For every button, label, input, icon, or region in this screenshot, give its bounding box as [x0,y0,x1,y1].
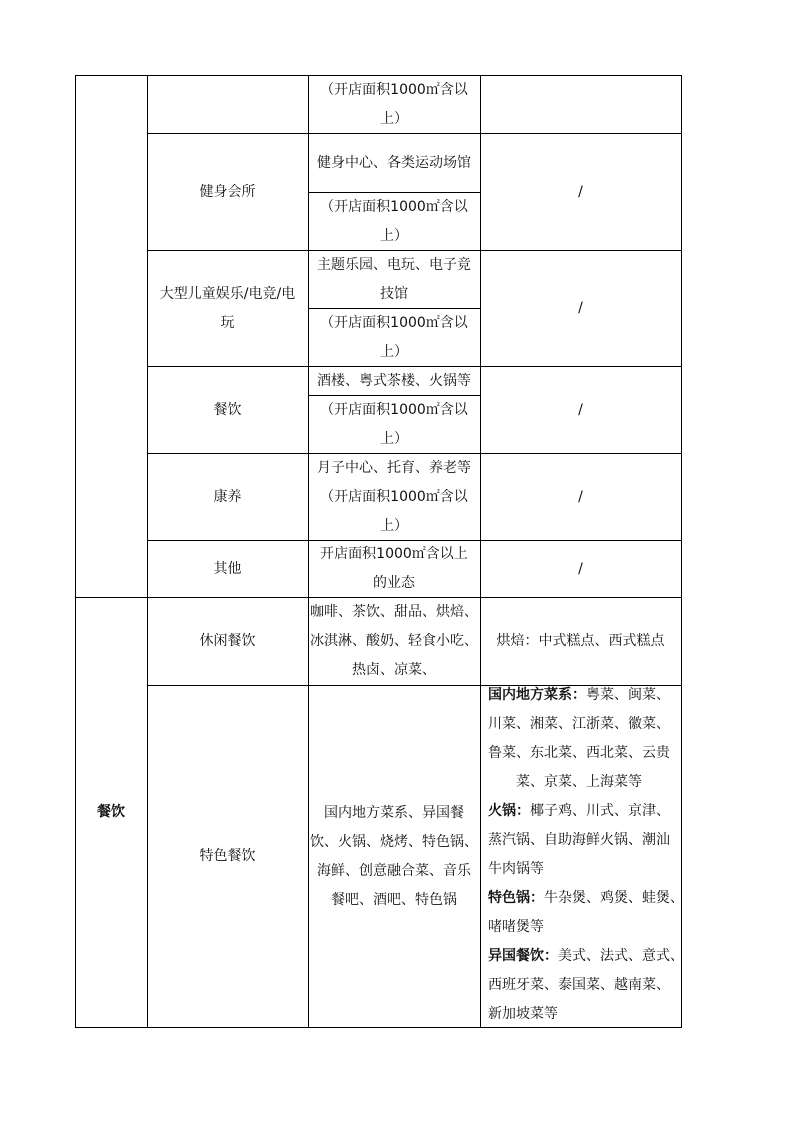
row1-description-bottom [308,193,480,250]
row1-description-top-line1: 健身中心、各类运动场馆 [317,154,471,171]
row0-description-line2: 上） [380,110,408,127]
row4-description-line2: （开店面积1000㎡含以 [320,488,468,505]
casual-brands [480,598,681,685]
casual-description [308,598,480,685]
row3-description-bottom-line2: 上） [380,430,408,447]
row4-subcategory-text: 康养 [213,488,242,505]
specialty-description-line4: 餐吧、酒吧、特色锅 [331,891,457,908]
special-pot-label: 特色锅： [488,890,544,906]
row4-brands [480,454,681,540]
hotpot-text1: 椰子鸡、川式、京津、 [530,803,670,819]
local-cuisine-line1 [484,681,682,710]
row1-brands [480,134,681,250]
specialty-description-line3: 海鲜、创意融合菜、音乐 [317,862,471,879]
row3-description-top [308,367,480,395]
hotpot-line2: 蒸汽锅、自助海鲜火锅、潮汕 [488,832,670,848]
dining-category [75,598,147,1027]
row3-subcategory [147,367,308,453]
local-cuisine-line2: 川菜、湘菜、江浙菜、徽菜、 [488,716,670,732]
row2-brands [480,251,681,366]
casual-subcategory [147,598,308,685]
row3-description-bottom-line1: （开店面积1000㎡含以 [320,401,468,418]
row2-description-top-line1: 主题乐园、电玩、电子竞 [317,256,471,273]
casual-description-line1: 咖啡、茶饮、甜品、烘焙、 [310,604,478,620]
row2-description-bottom-line2: 上） [380,343,408,360]
row1-brands-text: / [578,183,583,200]
row5-description-line1: 开店面积1000㎡含以上 [320,546,468,562]
row5-description [308,541,480,597]
row3-description-bottom [308,396,480,453]
row3-description-top-line1: 酒楼、粤式茶楼、火锅等 [317,372,471,389]
row5-subcategory-text: 其他 [213,560,242,577]
hotpot-line3: 牛肉锅等 [488,861,544,877]
row1-description-bottom-line2: 上） [380,227,408,244]
row4-subcategory [147,454,308,540]
special-pot-text1: 牛杂煲、鸡煲、蛙煲、 [544,890,684,906]
row0-description [308,76,480,133]
row3-brands [480,367,681,453]
row1-description-top [308,134,480,192]
local-cuisine-text1: 粤菜、闽菜、 [586,687,670,703]
casual-brands-text: 烘焙：中式糕点、西式糕点 [496,633,665,649]
row2-description-top-line2: 技馆 [380,285,408,302]
casual-description-line3: 热卤、凉菜、 [352,662,436,678]
row5-brands-text: / [578,560,583,577]
row5-subcategory [147,541,308,597]
local-cuisine-line4: 菜、京菜、上海菜等 [516,774,642,790]
specialty-subcategory-text: 特色餐饮 [199,848,256,864]
foreign-cuisine-text1: 美式、法式、意式、 [558,948,684,964]
casual-subcategory-text: 休闲餐饮 [199,633,256,649]
row2-subcategory [147,251,308,366]
row2-description-bottom-line1: （开店面积1000㎡含以 [320,314,468,331]
row1-subcategory-text: 健身会所 [199,183,256,200]
specialty-description-line1: 国内地方菜系、异国餐 [324,804,464,821]
row2-description-bottom [308,309,480,366]
row4-description-line1: 月子中心、托育、养老等 [317,459,471,476]
row4-description [308,454,480,540]
specialty-brands [484,681,682,1029]
row3-brands-text: / [578,401,583,418]
specialty-subcategory [147,686,308,1027]
special-pot-line1 [484,884,682,913]
foreign-cuisine-line1 [484,942,682,971]
row4-description-line3: 上） [380,517,408,534]
specialty-description [308,686,480,1027]
dining-category-text: 餐饮 [97,804,125,820]
row2-subcategory-line1: 大型儿童娱乐/电竞/电 [159,285,296,302]
foreign-cuisine-line2: 西班牙菜、泰国菜、越南菜、 [488,977,670,993]
row5-brands [480,541,681,597]
row5-description-line2: 的业态 [373,575,415,591]
row2-subcategory-line2: 玩 [220,314,235,331]
local-cuisine-label: 国内地方菜系： [488,687,586,703]
foreign-cuisine-line3: 新加坡菜等 [488,1006,558,1022]
casual-description-line2: 冰淇淋、酸奶、轻食小吃、 [310,633,478,649]
row0-description-line1: （开店面积1000㎡含以 [320,81,468,98]
hotpot-label: 火锅： [488,803,530,819]
specialty-description-line2: 饮、火锅、烧烤、特色锅、 [310,833,478,850]
row3-subcategory-text: 餐饮 [213,401,242,418]
row1-subcategory [147,134,308,250]
row4-brands-text: / [578,488,583,505]
hotpot-line1 [484,797,682,826]
row1-description-bottom-line1: （开店面积1000㎡含以 [320,198,468,215]
row2-description-top [308,251,480,308]
local-cuisine-line3: 鲁菜、东北菜、西北菜、云贵 [488,745,670,761]
special-pot-line2: 啫啫煲等 [488,919,544,935]
row2-brands-text: / [578,300,583,316]
foreign-cuisine-label: 异国餐饮： [488,948,558,964]
